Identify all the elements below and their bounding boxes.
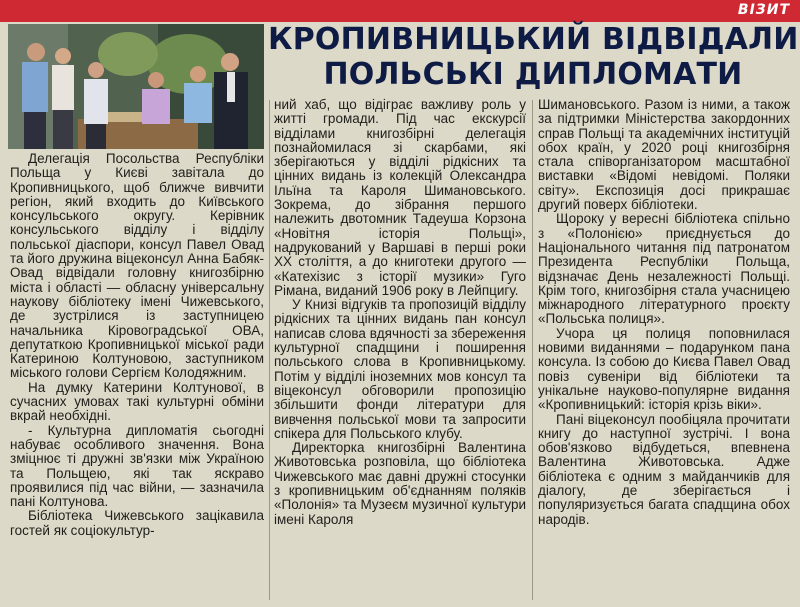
paragraph: У Книзі відгуків та пропозицій відділу рідкісних та цінних видань пан консул написав слова вдячності за збереження культурної спадщини і поширення польського слова в Кропивницькому. Потім у відділі іноземних мов консул та віцеконсул обговорили пропозицію збільшити фонди літератури для вивчення польської мови та запросити спікера для Польського клубу. [274,297,526,441]
paragraph: Учора ця полиця поповнилася новими виданнями – подарунком пана консула. Із собою до Києва Павел Овад повіз сувеніри від бібліотеки та унікальне науково-популярне видання «Кропивницький: історія крізь віки». [538,325,790,413]
paragraph: Шимановського. Разом із ними, а також за підтримки Міністерства закордонних справ Польщі та академічних інституцій обох країн, у 2020 році книгозбірня стала співорганізатором масштабної виставки «Відомі невідомі. Поляки світу». Експозиція досі прикрашає другий поверх бібліотеки. [538,97,790,213]
headline-line-2: ПОЛЬСЬКІ ДИПЛОМАТИ [323,57,743,92]
section-header-bar [0,0,800,22]
paragraph: На думку Катерини Колтунової, в сучасних умовах такі культурні обміни вкрай необхідні. [10,379,264,424]
paragraph: - Культурна дипломатія сьогодні набуває особливого значення. Вона зміцнює ті дружні зв'язки між Україною та Польщею, які так яскраво проявилися під час війни, — зазначила пані Колтунова. [10,422,264,510]
paragraph: Бібліотека Чижевського зацікавила гостей як соціокультур- [10,508,264,538]
article-headline [268,22,798,96]
section-tag: ВІЗИТ [737,2,790,18]
article-photo [8,24,264,149]
article-column-1 [10,152,264,538]
paragraph: Пані віцеконсул пообіцяла прочитати книгу до наступної зустрічі. І вона обов'язково відбудеться, впевнена Валентина Животовська. Адже бібліотека є одним з майданчиків для діалогу, де зберігається і популяризується багата спадщина обох народів. [538,411,790,527]
column-divider [532,100,533,600]
column-divider [269,100,270,600]
article-column-3 [538,98,790,527]
headline-line-1: КРОПИВНИЦЬКИЙ ВІДВІДАЛИ [268,22,799,57]
paragraph: Щороку у вересні бібліотека спільно з «Полонією» приєднується до Національного читання під патронатом Президента Республіки Польща, відзначає День незалежності Польщі. Крім того, книгозбірня стала учасницею міжнародного літературного проєкту «Польська полиця». [538,211,790,327]
paragraph: Делегація Посольства Республіки Польща у Києві завітала до Кропивницького, щоб ближче вивчити регіон, який входить до Київського консульського округу. Керівник консульського відділу і відділу польської діаспори, консул Павел Овад та його дружина віцеконсул Анна Бабяк-Овад відвідали головну книгозбірню міста і області — обласну універсальну наукову бібліотеку імені Чижевського, де зустрілися із заступницею начальника Кіровоградської ОВА, депутаткою Кропивницької міської ради Катериною Колтуновою, заступником міського голови Сергієм Колодяжним. [10,151,264,381]
article-column-2 [274,98,526,527]
paragraph: Директорка книгозбірні Валентина Животовська розповіла, що бібліотека Чижевського має давні дружні стосунки з кропивницьким об'єднанням поляків «Полонія» та Музеєм музичної культури імені Кароля [274,440,526,527]
paragraph: ний хаб, що відіграє важливу роль у житті громади. Під час екскурсії відділами книгозбірні делегація познайомилася зі скарбами, які зберігаються у відділі рідкісних та цінних видань із колекцій Олександра Ільїна та Кароля Шимановського. Зокрема, до зібрання першого належить двотомник Тадеуша Корзона «Новітня історія Польщі», надрукований у Варшаві в перші роки XX століття, а до книготеки другого — «Катехізис з історії музики» Гуго Рімана, виданий 1906 року в Лейпцигу. [274,97,526,298]
